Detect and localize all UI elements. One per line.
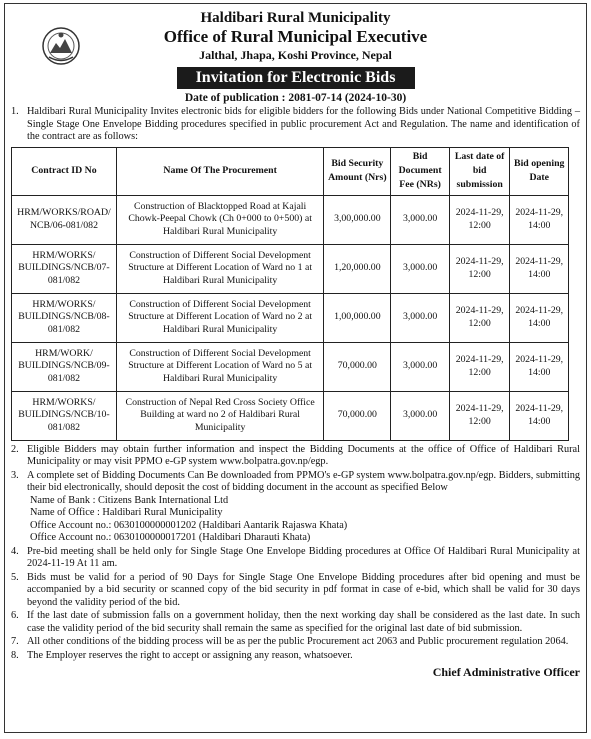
notice-page — [4, 3, 587, 733]
account-number-1: Office Account no.: 0630100000001202 (Haldibari Aantarik Rajaswa Khata) — [30, 519, 348, 531]
clause-6 — [11, 610, 580, 635]
document-fee: 3,000.00 — [391, 293, 450, 342]
procurement-name: Construction of Different Social Development Structure at Different Location of Ward no 1 at Haldibari Rural Municipality — [116, 244, 323, 293]
clause-text: Pre-bid meeting shall be held only for Single Stage One Envelope Bidding procedures at Office Of Haldibari Rural Municipality at 2024-11-19 At 11 am. — [27, 545, 580, 569]
table-row — [12, 293, 569, 342]
document-fee: 3,000.00 — [391, 244, 450, 293]
contract-id: HRM/WORKS/ BUILDINGS/NCB/08-081/082 — [12, 293, 117, 342]
clause-4 — [11, 545, 580, 571]
clause-7 — [11, 636, 580, 649]
column-header: Last date of bid submission — [449, 147, 510, 195]
submission-date: 2024-11-29, 12:00 — [449, 293, 510, 342]
clause-number: 8. — [11, 649, 19, 661]
procurement-name: Construction of Nepal Red Cross Society Office Building at ward no 2 of Haldibari Rural Municipality — [116, 391, 323, 440]
clause-1 — [11, 106, 580, 144]
submission-date: 2024-11-29, 12:00 — [449, 195, 510, 244]
opening-date: 2024-11-29, 14:00 — [510, 342, 569, 391]
clause-8 — [11, 649, 580, 663]
account-number-2: Office Account no.: 0630100000017201 (Haldibari Dharauti Khata) — [30, 532, 311, 543]
document-fee: 3,000.00 — [391, 391, 450, 440]
publication-date: Date of publication : 2081-07-14 (2024-10-30) — [184, 92, 407, 104]
clause-number: 5. — [11, 571, 19, 583]
table-row — [12, 244, 569, 293]
bid-security: 70,000.00 — [324, 342, 391, 391]
clause-text: Haldibari Rural Municipality Invites electronic bids for eligible bidders for the following Bids under National Competitive Bidding – Single Stage One Envelope Bidding procedures specified in public procurement Act and Regulation. The name and identification of the contract are as follows: — [27, 106, 580, 142]
column-header: Bid opening Date — [510, 147, 569, 195]
clause-text: If the last date of submission falls on a government holiday, then the next working day shall be considered as the last date. In such case the validity period of the bid security shall remain the same as specified for the original last date of bid submission. — [27, 610, 580, 634]
column-header: Bid Security Amount (Nrs) — [324, 147, 391, 195]
office-address: Jalthal, Jhapa, Koshi Province, Nepal — [199, 48, 392, 62]
submission-date: 2024-11-29, 12:00 — [449, 342, 510, 391]
table-header-row — [12, 147, 569, 195]
clause-number: 2. — [11, 443, 19, 455]
clause-text: All other conditions of the bidding process will be as per the public Procurement act 2063 and Public procurement regulation 2064. — [27, 636, 569, 647]
bid-security: 1,20,000.00 — [324, 244, 391, 293]
clause-number: 4. — [11, 545, 19, 557]
bank-name: Name of Bank : Citizens Bank International Ltd — [30, 494, 229, 506]
column-header: Contract ID No — [12, 147, 117, 195]
procurement-name: Construction of Different Social Development Structure at Different Location of Ward no 2 at Haldibari Rural Municipality — [116, 293, 323, 342]
clause-number: 3. — [11, 469, 19, 481]
document-fee: 3,000.00 — [391, 342, 450, 391]
procurement-name: Construction of Blacktopped Road at Kajali Chowk-Peepal Chowk (Ch 0+000 to 0+500) at Haldibari Rural Municipality — [116, 195, 323, 244]
column-header: Bid Document Fee (NRs) — [391, 147, 450, 195]
signature-title: Chief Administrative Officer — [432, 665, 580, 679]
clause-list-continued — [5, 444, 586, 663]
opening-date: 2024-11-29, 14:00 — [510, 244, 569, 293]
table-row — [12, 342, 569, 391]
bid-security: 3,00,000.00 — [324, 195, 391, 244]
nepal-government-emblem-icon — [41, 26, 81, 66]
contract-id: HRM/WORKS/ROAD/ NCB/06-081/082 — [12, 195, 117, 244]
bid-security: 1,00,000.00 — [324, 293, 391, 342]
clause-text: Bids must be valid for a period of 90 Days for Single Stage One Envelope Bidding procedures after bid opening and must be accompanied by a bid security or scanned copy of the bid security in pdf format in case of e-bid, which shall be valid for 30 days beyond the validity period of the bid. — [27, 571, 580, 608]
contract-id: HRM/WORKS/ BUILDINGS/NCB/10-081/082 — [12, 391, 117, 440]
opening-date: 2024-11-29, 14:00 — [510, 293, 569, 342]
clause-number: 1. — [11, 106, 19, 117]
municipality-name: Haldibari Rural Municipality — [200, 10, 391, 26]
document-fee: 3,000.00 — [391, 195, 450, 244]
office-name-line: Name of Office : Haldibari Rural Municipality — [30, 507, 223, 518]
clause-text: The Employer reserves the right to accept or assigning any reason, whatsoever. — [27, 649, 353, 661]
procurement-name: Construction of Different Social Development Structure at Different Location of Ward no 5 at Haldibari Rural Municipality — [116, 342, 323, 391]
contract-id: HRM/WORK/ BUILDINGS/NCB/09-081/082 — [12, 342, 117, 391]
table-row — [12, 391, 569, 440]
clause-3 — [11, 469, 580, 545]
clause-text: Eligible Bidders may obtain further information and inspect the Bidding Documents at the office of Office of Haldibari Rural Municipality or may visit PPMO e-GP system www.bolpatra.gov.np/egp. — [27, 443, 580, 467]
column-header: Name Of The Procurement — [116, 147, 323, 195]
clause-number: 7. — [11, 636, 19, 647]
clause-text: A complete set of Bidding Documents Can Be downloaded from PPMO's e-GP system www.bolpatra.gov.np/egp. Bidders, submitting their bid electronically, should deposit the cost of bidding document in the account as specified Below — [27, 469, 580, 493]
clause-5 — [11, 571, 580, 610]
bid-security: 70,000.00 — [324, 391, 391, 440]
submission-date: 2024-11-29, 12:00 — [449, 244, 510, 293]
office-name: Office of Rural Municipal Executive — [163, 27, 428, 46]
submission-date: 2024-11-29, 12:00 — [449, 391, 510, 440]
clause-2 — [11, 443, 580, 469]
clause-number: 6. — [11, 610, 19, 621]
procurement-table — [11, 147, 569, 441]
opening-date: 2024-11-29, 14:00 — [510, 195, 569, 244]
clause-list — [5, 106, 586, 144]
opening-date: 2024-11-29, 14:00 — [510, 391, 569, 440]
table-row — [12, 195, 569, 244]
notice-title: Invitation for Electronic Bids — [177, 67, 415, 89]
contract-id: HRM/WORKS/ BUILDINGS/NCB/07-081/082 — [12, 244, 117, 293]
